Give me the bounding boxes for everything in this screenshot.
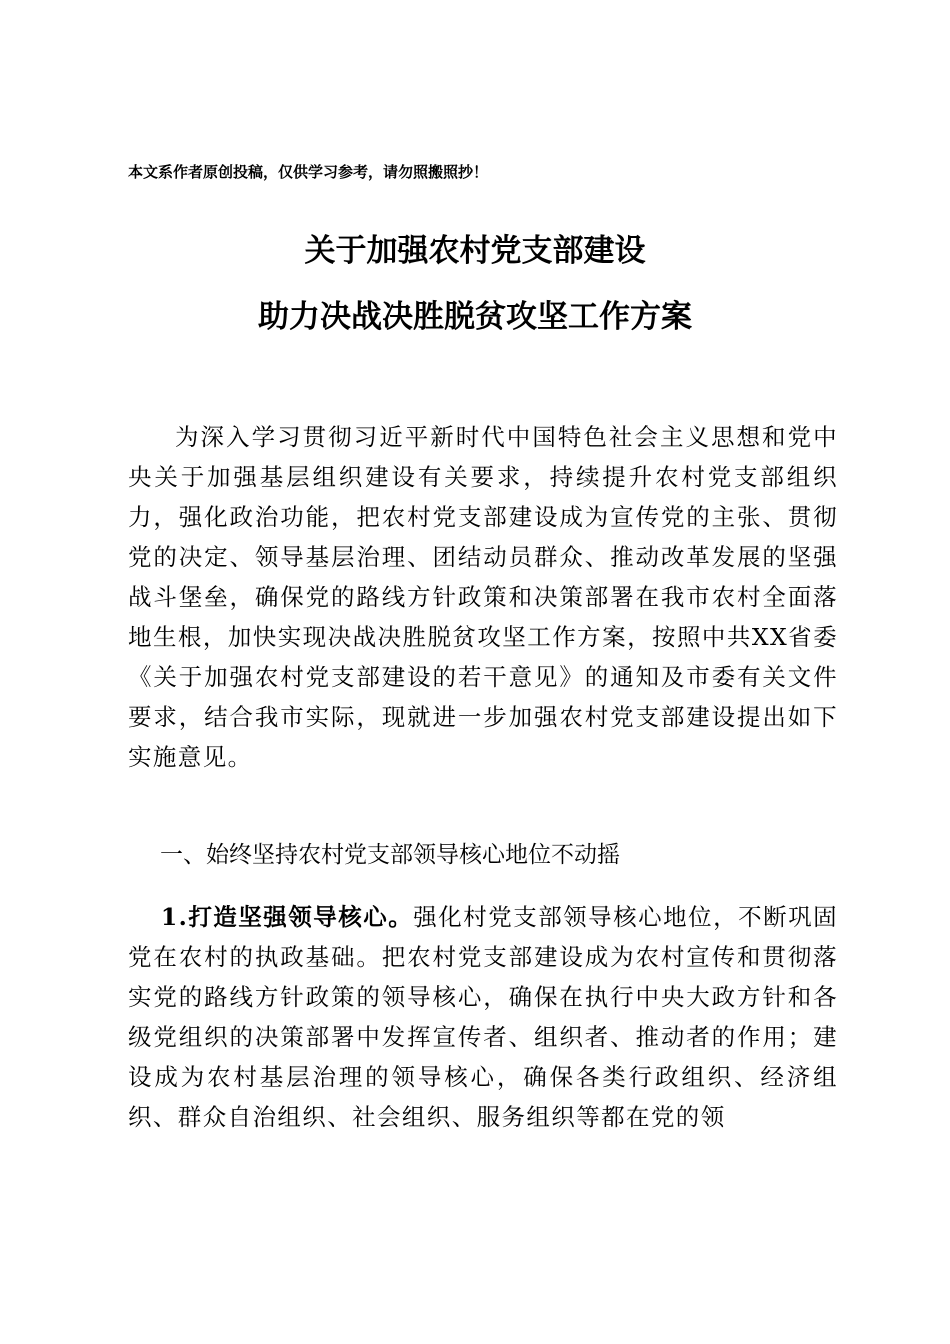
intro-paragraph: 为深入学习贯彻习近平新时代中国特色社会主义思想和党中央关于加强基层组织建设有关要求，持续提升农村党支部组织力，强化政治功能，把农村党支部建设成为宣传党的主张、贯彻党的决定、领导基层治理、团结动员群众、推动改革发展的坚强战斗堡垒，确保党的路线方针政策和决策部署在我市农村全面落地生根，加快实现决战决胜脱贫攻坚工作方案，按照中共XX省委《关于加强农村党支部建设的若干意见》的通知及市委有关文件要求，结合我市实际，现就进一步加强农村党支部建设提出如下实施意见。 bbox=[128, 423, 838, 771]
document-title-line1: 关于加强农村党支部建设 bbox=[304, 233, 646, 269]
point-1-lead: 1.打造坚强领导核心。 bbox=[160, 903, 414, 931]
point-1-paragraph bbox=[128, 897, 838, 1137]
copyright-notice: 本文系作者原创投稿，仅供学习参考，请勿照搬照抄！ bbox=[128, 163, 489, 181]
document-title-line2: 助力决战决胜脱贫攻坚工作方案 bbox=[258, 299, 692, 335]
section-heading-1: 一、始终坚持农村党支部领导核心地位不动摇 bbox=[160, 842, 620, 868]
point-1-text: 强化村党支部领导核心地位，不断巩固党在农村的执政基础。把农村党支部建设成为农村宣传和贯彻落实党的路线方针政策的领导核心，确保在执行中央大政方针和各级党组织的决策部署中发挥宣传者、组织者、推动者的作用；建设成为农村基层治理的领导核心，确保各类行政组织、经济组织、群众自治组织、社会组织、服务组织等都在党的领 bbox=[128, 903, 838, 1131]
